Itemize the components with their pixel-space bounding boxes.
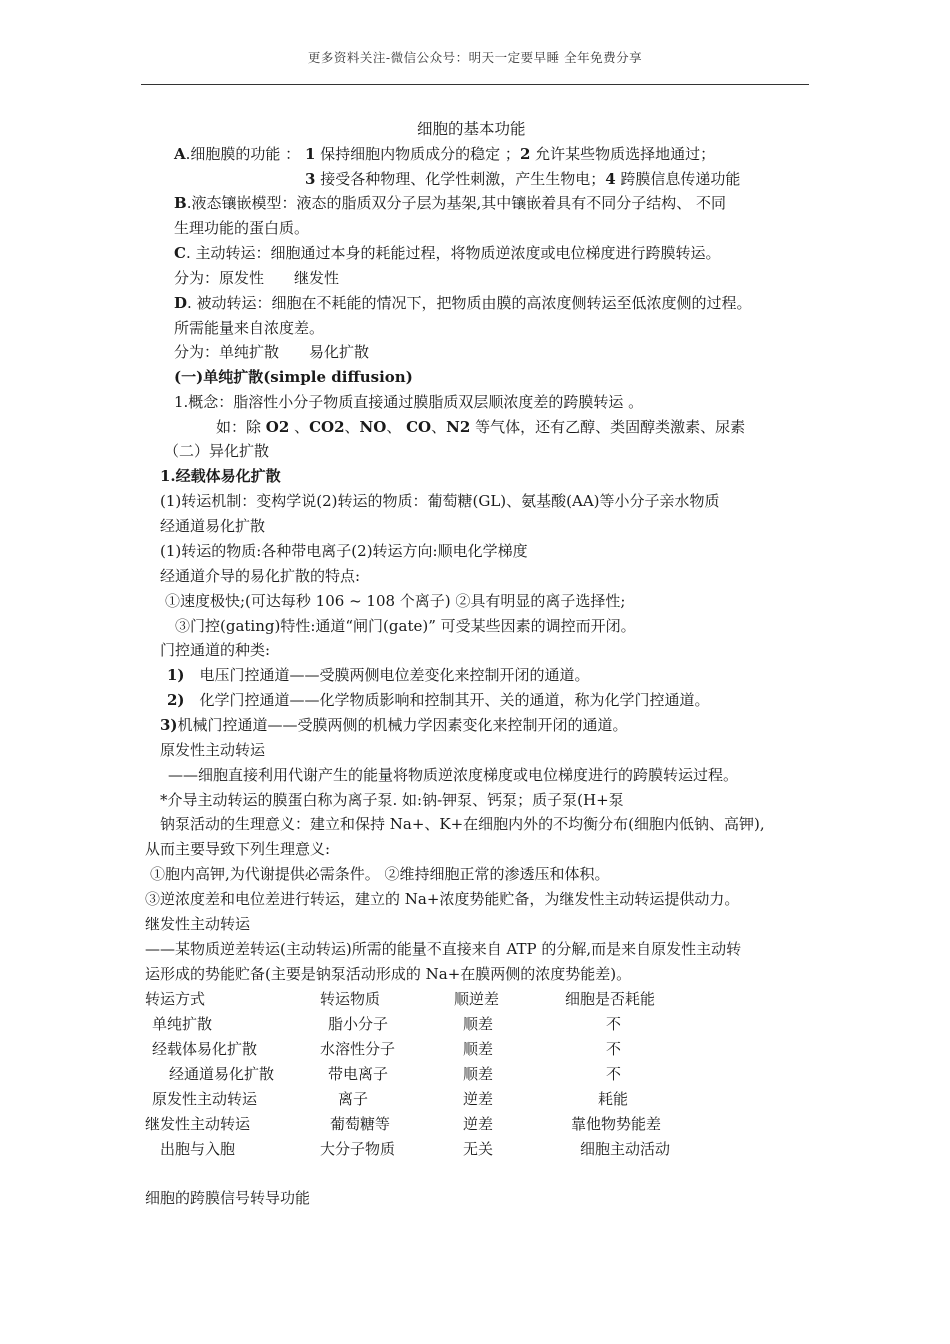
signal-transduction-heading: 细胞的跨膜信号转导功能 (145, 1189, 311, 1207)
primary-significance-1: 钠泵活动的生理意义：建立和保持 Na+、K+在细胞内外的不均衡分布(细胞内低钠、高钾), (160, 815, 765, 833)
table-cell: 大分子物质 (320, 1140, 396, 1158)
table-cell: 原发性主动转运 (152, 1090, 258, 1108)
type-number: 2) (167, 691, 185, 709)
gas-n2: N2 (446, 418, 471, 436)
channel-heading: 经通道易化扩散 (160, 517, 266, 535)
table-cell: 水溶性分子 (320, 1040, 396, 1058)
table-cell: 逆差 (463, 1090, 494, 1108)
table-cell: 不 (606, 1015, 622, 1033)
item-text: 保持细胞内物质成分的稳定 ； (315, 145, 520, 163)
table-header: 转运方式 (145, 990, 206, 1008)
section-b-text: .液态镶嵌模型：液态的脂质双分子层为基架,其中镶嵌着具有不同分子结构、 不同 (186, 194, 726, 212)
example-text: 等气体，还有乙醇、类固醇类激素、尿素 (470, 418, 746, 436)
table-cell: 带电离子 (328, 1065, 389, 1083)
carrier-heading (160, 466, 281, 486)
heading-text: (一)单纯扩散(simple diffusion) (174, 368, 413, 386)
type-text: 化学门控通道——化学物质影响和控制其开、关的通道，称为化学门控通道。 (184, 691, 710, 709)
page-header: 更多资料关注-微信公众号：明天一定要早睡 全年免费分享 (307, 50, 643, 65)
primary-significance-2: 从而主要导致下列生理意义: (145, 840, 331, 858)
item-text: 接受各种物理、化学性刺激，产生生物电； (315, 170, 606, 188)
type-text: 电压门控通道——受膜两侧电位差变化来控制开闭的通道。 (184, 666, 590, 684)
section-b-line1 (174, 193, 726, 213)
table-cell: 靠他物势能差 (571, 1115, 662, 1133)
section-a-line2 (305, 169, 740, 189)
section-a-line1 (174, 144, 715, 164)
table-cell: 离子 (338, 1090, 369, 1108)
table-cell: 经载体易化扩散 (152, 1040, 258, 1058)
table-header: 顺逆差 (454, 990, 500, 1008)
primary-definition: ——细胞直接利用代谢产生的能量将物质逆浓度梯度或电位梯度进行的跨膜转运过程。 (168, 766, 739, 784)
table-cell: 顺差 (463, 1040, 494, 1058)
item-number: 4 (605, 170, 616, 188)
example-text: 如：除 (216, 418, 266, 436)
section-b-line2: 生理功能的蛋白质。 (174, 219, 310, 237)
section-a-label: A (174, 145, 186, 163)
section-c-text: . 主动转运：细胞通过本身的耗能过程，将物质逆浓度或电位梯度进行跨膜转运。 (185, 244, 721, 262)
channel-line: (1)转运的物质:各种带电离子(2)转运方向:顺电化学梯度 (160, 542, 528, 560)
carrier-line: (1)转运机制：变构学说(2)转运的物质：葡萄糖(GL)、氨基酸(AA)等小分子亲水物质 (160, 492, 720, 510)
types-heading: 门控通道的种类: (160, 641, 271, 659)
table-cell: 无关 (463, 1140, 494, 1158)
type-number: 1) (167, 666, 185, 684)
simple-diffusion-concept: 1.概念：脂溶性小分子物质直接通过膜脂质双层顺浓度差的跨膜转运 。 (174, 393, 644, 411)
section-d-text: . 被动转运：细胞在不耗能的情况下，把物质由膜的高浓度侧转运至低浓度侧的过程。 (187, 294, 752, 312)
section-d-line3: 分为：单纯扩散 易化扩散 (174, 343, 370, 361)
type-1 (167, 665, 590, 685)
table-cell: 继发性主动转运 (145, 1115, 251, 1133)
table-cell: 葡萄糖等 (330, 1115, 391, 1133)
gas-co: CO (406, 418, 432, 436)
table-cell: 不 (606, 1065, 622, 1083)
heading-text: 1.经载体易化扩散 (160, 467, 281, 485)
type-2 (167, 690, 710, 710)
table-cell: 耗能 (598, 1090, 629, 1108)
item-number: 3 (305, 170, 316, 188)
secondary-heading: 继发性主动转运 (145, 915, 251, 933)
primary-pumps: *介导主动转运的膜蛋白称为离子泵. 如:钠-钾泵、钙泵；质子泵(H+泵 (160, 791, 624, 809)
gas-o2: O2 (265, 418, 290, 436)
item-number: 2 (519, 145, 531, 163)
type-text: 机械门控通道——受膜两侧的机械力学因素变化来控制开闭的通道。 (177, 716, 628, 734)
feature-1: ①速度极快;(可达每秒 106 ~ 108 个离子) ②具有明显的离子选择性; (165, 592, 626, 610)
example-text: 、 (289, 418, 310, 436)
section-c-label: C (174, 244, 186, 262)
type-3 (160, 715, 628, 735)
table-cell: 经通道易化扩散 (169, 1065, 275, 1083)
table-cell: 出胞与入胞 (160, 1140, 236, 1158)
primary-heading: 原发性主动转运 (160, 741, 266, 759)
secondary-def-1: ——某物质逆差转运(主动转运)所需的能量不直接来自 ATP 的分解,而是来自原发性主动转 (145, 940, 742, 958)
section-d-line1 (174, 293, 752, 313)
table-cell: 细胞主动活动 (580, 1140, 671, 1158)
section-c-line2: 分为：原发性 继发性 (174, 269, 340, 287)
primary-significance-3: ①胞内高钾,为代谢提供必需条件。 ②维持细胞正常的渗透压和体积。 (150, 865, 610, 883)
section-b-label: B (174, 194, 187, 212)
primary-significance-4: ③逆浓度差和电位差进行转运，建立的 Na+浓度势能贮备，为继发性主动转运提供动力。 (145, 890, 740, 908)
table-header: 转运物质 (320, 990, 381, 1008)
table-cell: 顺差 (463, 1065, 494, 1083)
simple-diffusion-example (216, 417, 745, 437)
table-cell: 脂小分子 (328, 1015, 389, 1033)
section-c-line1 (174, 243, 721, 263)
simple-diffusion-heading (174, 367, 413, 387)
features-heading: 经通道介导的易化扩散的特点: (160, 567, 361, 585)
item-text: 允许某些物质选择地通过； (530, 145, 716, 163)
item-text: 跨膜信息传递功能 (615, 170, 741, 188)
section-d-line2: 所需能量来自浓度差。 (174, 319, 325, 337)
example-text: 、 (431, 418, 447, 436)
item-number: 1 (304, 145, 316, 163)
type-number: 3) (160, 716, 178, 734)
table-cell: 不 (606, 1040, 622, 1058)
table-header: 细胞是否耗能 (565, 990, 656, 1008)
feature-2: ③门控(gating)特性:通道“闸门(gate)” 可受某些因素的调控而开闭。 (175, 617, 636, 635)
gas-no: NO (359, 418, 387, 436)
example-text: 、 (386, 418, 407, 436)
example-text: 、 (344, 418, 360, 436)
facilitated-heading: （二）异化扩散 (164, 442, 270, 460)
header-divider (141, 84, 809, 85)
table-cell: 逆差 (463, 1115, 494, 1133)
section-d-label: D (174, 294, 188, 312)
section-a-text: .细胞膜的功能 ： (185, 145, 305, 163)
page-title: 细胞的基本功能 (417, 120, 526, 138)
gas-co2: CO2 (309, 418, 345, 436)
table-cell: 单纯扩散 (152, 1015, 213, 1033)
secondary-def-2: 运形成的势能贮备(主要是钠泵活动形成的 Na+在膜两侧的浓度势能差)。 (145, 965, 632, 983)
table-cell: 顺差 (463, 1015, 494, 1033)
